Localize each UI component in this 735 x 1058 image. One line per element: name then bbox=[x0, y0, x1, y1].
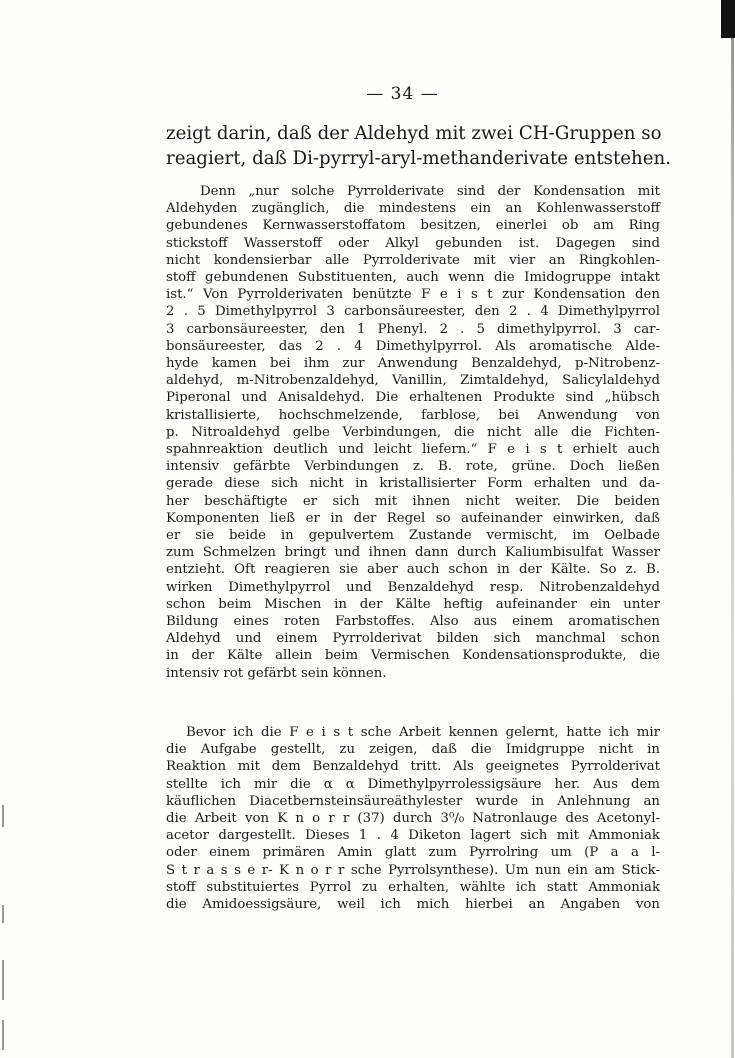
text-line: S t r a s s e r- K n o r r sche Pyrrolsynthese). Um nun ein am Stick- bbox=[166, 862, 660, 878]
text-line: zum Schmelzen bringt und ihnen dann durch Kaliumbisulfat Wasser bbox=[166, 545, 660, 561]
paragraph-1 bbox=[166, 183, 660, 682]
scan-edge-shadow bbox=[721, 0, 735, 38]
text-line: kristallisierte, hochschmelzende, farblose, bei Anwendung von bbox=[166, 407, 660, 423]
text-line: aldehyd, m-Nitrobenzaldehyd, Vanillin, Zimtaldehyd, Salicylaldehyd bbox=[166, 373, 660, 389]
text-line: 3 carbonsäureester, den 1 Phenyl. 2 . 5 dimethylpyrrol. 3 car- bbox=[166, 321, 660, 337]
lead-line: reagiert, daß Di-pyrryl-aryl-methanderivate entstehen. bbox=[166, 148, 672, 169]
text-line: hyde kamen bei ihm zur Anwendung Benzaldehyd, p-Nitrobenz- bbox=[166, 356, 660, 372]
text-line: er sie beide in gepulvertem Zustande vermischt, im Oelbade bbox=[166, 528, 660, 544]
text-line: acetor dargestellt. Dieses 1 . 4 Diketon lagert sich mit Ammoniak bbox=[166, 828, 660, 844]
text-line: stoff gebundenen Substituenten, auch wenn die Imidogruppe intakt bbox=[166, 270, 660, 286]
text-line: Piperonal und Anisaldehyd. Die erhaltenen Produkte sind „hübsch bbox=[166, 390, 660, 406]
text-line: die Aufgabe gestellt, zu zeigen, daß die Imidgruppe nicht in bbox=[166, 742, 660, 758]
text-line: nicht kondensierbar alle Pyrrolderivate mit vier an Ringkohlen- bbox=[166, 252, 660, 268]
text-line: Denn „nur solche Pyrrolderivate sind der Kondensation mit bbox=[200, 184, 660, 199]
text-line: p. Nitroaldehyd gelbe Verbindungen, die nicht alle die Fichten- bbox=[166, 424, 660, 440]
text-line: käuflichen Diacetbernsteinsäureäthylester wurde in Anlehnung an bbox=[166, 793, 660, 809]
text-line: schon beim Mischen in der Kälte heftig aufeinander ein unter bbox=[166, 596, 660, 612]
paragraph-2 bbox=[166, 724, 660, 913]
scan-margin-mark bbox=[2, 960, 4, 1000]
text-line: Bildung eines roten Farbstoffes. Also aus einem aromatischen bbox=[166, 614, 660, 630]
text-line: Bevor ich die F e i s t sche Arbeit kennen gelernt, hatte ich mir bbox=[186, 725, 660, 740]
text-line: ist.“ Von Pyrrolderivaten benützte F e i s t zur Kondensation den bbox=[166, 287, 660, 303]
text-line: gerade diese sich nicht in kristallisierter Form erhalten und da- bbox=[166, 476, 660, 492]
scan-margin-mark bbox=[2, 905, 4, 923]
text-line: her beschäftigte er sich mit ihnen nicht weiter. Die beiden bbox=[166, 493, 660, 509]
scan-edge-line bbox=[731, 38, 734, 1058]
text-line: intensiv rot gefärbt sein können. bbox=[166, 665, 387, 681]
scan-margin-mark bbox=[2, 1020, 4, 1050]
text-line: stoff substituiertes Pyrrol zu erhalten, wählte ich statt Ammoniak bbox=[166, 879, 660, 895]
text-line: in der Kälte allein beim Vermischen Kondensationsprodukte, die bbox=[166, 648, 660, 664]
text-line: stickstoff Wasserstoff oder Alkyl gebunden ist. Dagegen sind bbox=[166, 235, 660, 251]
text-line: oder einem primären Amin glatt zum Pyrrolring um (P a a l- bbox=[166, 845, 660, 861]
lead-paragraph bbox=[166, 121, 672, 171]
text-line: die Amidoessigsäure, weil ich mich hierbei an Angaben von bbox=[166, 897, 660, 913]
text-line: die Arbeit von K n o r r (37) durch 3⁰/₀ Natronlauge des Acetonyl- bbox=[166, 811, 660, 827]
text-line: entzieht. Oft reagieren sie aber auch schon in der Kälte. So z. B. bbox=[166, 562, 660, 578]
scan-margin-mark bbox=[2, 805, 4, 827]
text-line: spahnreaktion deutlich und leicht liefern.“ F e i s t erhielt auch bbox=[166, 442, 660, 458]
text-line: wirken Dimethylpyrrol und Benzaldehyd resp. Nitrobenzaldehyd bbox=[166, 579, 660, 595]
text-line: Aldehyd und einem Pyrrolderivat bilden sich manchmal schon bbox=[166, 631, 660, 647]
page-number: — 34 — bbox=[366, 84, 439, 104]
text-line: Komponenten ließ er in der Regel so aufeinander einwirken, daß bbox=[166, 510, 660, 526]
text-line: Aldehyden zugänglich, die mindestens ein an Kohlenwasserstoff bbox=[166, 201, 660, 217]
text-line: intensiv gefärbte Verbindungen z. B. rote, grüne. Doch ließen bbox=[166, 459, 660, 475]
text-line: Reaktion mit dem Benzaldehyd tritt. Als geeignetes Pyrrolderivat bbox=[166, 759, 660, 775]
text-line: 2 . 5 Dimethylpyrrol 3 carbonsäureester, den 2 . 4 Dimethylpyrrol bbox=[166, 304, 660, 320]
text-line: gebundenes Kernwasserstoffatom besitzen, einerlei ob am Ring bbox=[166, 218, 660, 234]
text-line: bonsäureester, das 2 . 4 Dimethylpyrrol. Als aromatische Alde- bbox=[166, 338, 660, 354]
text-line: stellte ich mir die α α Dimethylpyrrolessigsäure her. Aus dem bbox=[166, 776, 660, 792]
lead-line: zeigt darin, daß der Aldehyd mit zwei CH-Gruppen so bbox=[166, 123, 662, 144]
